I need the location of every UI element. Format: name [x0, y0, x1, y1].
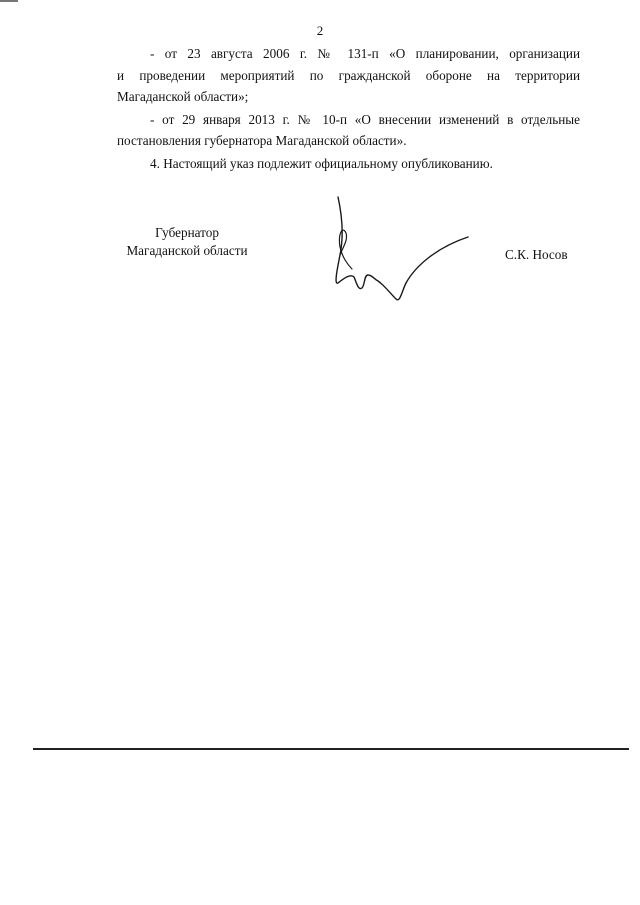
paragraph-line: и проведении мероприятий по гражданской обороне на территории: [117, 67, 580, 83]
handwritten-signature: [320, 195, 480, 310]
paragraph-decree-2013: [117, 109, 580, 152]
signatory-title-line-1: Губернатор: [155, 225, 219, 240]
signatory-name: С.К. Носов: [505, 247, 568, 262]
paragraph-line: Магаданской области»;: [117, 89, 249, 104]
signatory-title: [117, 224, 257, 260]
signatory-title-line-2: Магаданской области: [126, 243, 248, 258]
paragraph-decree-2006: [117, 43, 580, 108]
paragraph-line: 4. Настоящий указ подлежит официальному опубликованию.: [150, 155, 493, 171]
signature-stroke: [336, 197, 468, 300]
bottom-rule: [33, 748, 629, 750]
paragraph-line: - от 23 августа 2006 г. № 131-п «О планировании, организации: [150, 46, 580, 61]
paragraph-publication: [117, 153, 580, 175]
paragraph-line: постановления губернатора Магаданской области».: [117, 133, 407, 148]
page-number: 2: [316, 23, 324, 38]
scan-corner-mark: [0, 0, 18, 2]
paragraph-line: - от 29 января 2013 г. № 10-п «О внесении изменений в отдельные: [150, 111, 580, 127]
decree-body: [117, 43, 580, 175]
